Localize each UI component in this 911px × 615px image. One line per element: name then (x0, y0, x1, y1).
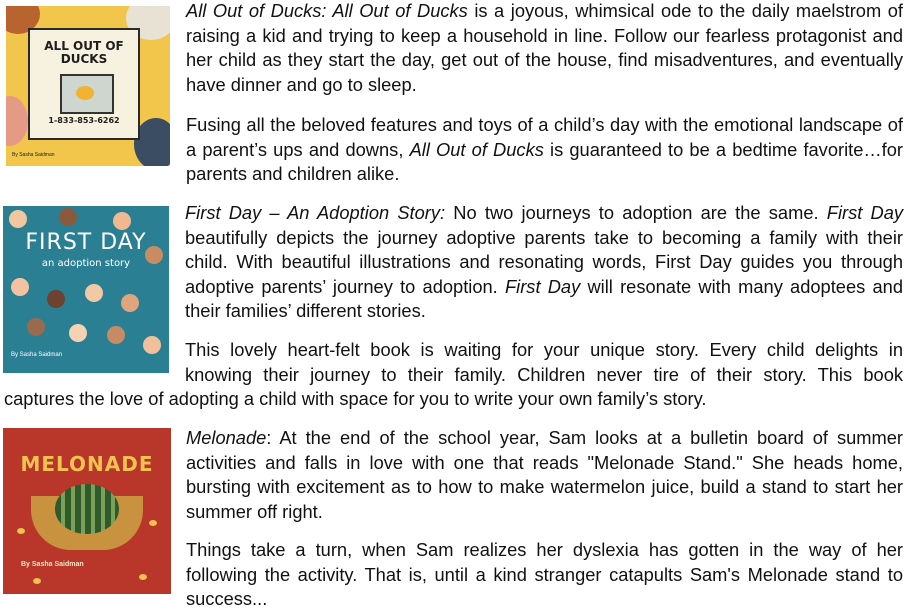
book-title: First Day – An Adoption Story: (185, 202, 446, 223)
all-out-of-ducks-cover (6, 6, 170, 166)
cover-child-face (59, 208, 77, 226)
cover-child-face (113, 212, 131, 230)
book-title: All Out of Ducks: All Out of Ducks (186, 0, 468, 21)
cover-child-face (85, 284, 103, 302)
book-title: All Out of Ducks (409, 138, 544, 160)
book-title: First Day (504, 275, 581, 297)
description-text: is guaranteed to be a bedtime favorite…for parents and children alike. (186, 138, 904, 185)
melonade-cover (3, 428, 171, 594)
cover-child-face (11, 278, 29, 296)
cover-animal-decoration (6, 96, 28, 146)
cover-byline: By Sasha Saidman (12, 152, 55, 158)
cover-child-face (121, 294, 139, 312)
cover-seed-decoration (149, 520, 157, 526)
cover-seed-decoration (33, 578, 41, 584)
cover-seed-decoration (17, 528, 25, 534)
description-text: will resonate with many adoptees and their families’ different stories. (185, 275, 903, 322)
cover-frame (28, 28, 140, 140)
cover-child-face (27, 318, 45, 336)
cover-seed-decoration (139, 574, 147, 580)
description-text: is a joyous, whimsical ode to the daily maelstrom of raising a kid and trying to keep a household in line. Follow our fearless protagonist and her child as they start the day, get out of the house, find misadventures, and eventually have dinner and go to sleep. (186, 0, 903, 95)
description-text: No two journeys to adoption are the same. (445, 202, 827, 223)
cover-child-face (69, 324, 87, 342)
book1-description-2 (186, 113, 903, 187)
cover-byline: By Sasha Saidman (11, 352, 63, 358)
watermelon-illustration (55, 484, 119, 534)
cover-title: MELONADE (20, 452, 154, 476)
cover-byline: By Sasha Saidman (21, 561, 84, 568)
book2-description (185, 201, 903, 324)
cover-child-face (9, 210, 27, 228)
book-title: Melonade (186, 427, 267, 448)
description-text: Fusing all the beloved features and toys of a child’s day with the emotional landscape of a parent’s ups and downs, (186, 114, 903, 160)
cover-title-line1: ALL OUT OF (44, 39, 124, 53)
cover-title: FIRST DAY (25, 230, 147, 255)
book2-description-2: This lovely heart-felt book is waiting for your unique story. Every child delights in knowing their journey to their family. Children never tire of their story. This book (185, 339, 903, 385)
book2-description-2-last-line: captures the love of adopting a child with space for you to write your own family’s story. (4, 388, 707, 409)
book-title: First Day (826, 202, 904, 223)
first-day-cover (3, 206, 169, 373)
book1-description (186, 0, 903, 97)
cover-title (30, 40, 138, 66)
cover-child-face (143, 336, 161, 354)
cover-phone-number: 1-833-853-6262 (48, 116, 120, 125)
cover-child-face (47, 290, 65, 308)
book3-description (186, 426, 903, 524)
book3-description-2: Things take a turn, when Sam realizes her dyslexia has gotten in the way of her following the activity. That is, until a kind stranger catapults Sam's Melonade stand to success... (186, 539, 903, 610)
duck-illustration (76, 86, 94, 100)
cover-subtitle: an adoption story (41, 258, 131, 269)
cover-title-line2: DUCKS (60, 52, 108, 66)
description-text: beautifully depicts the journey adoptive parents take to becoming a family with their child. With beautiful illustrations and resonating words, First Day guides you through adoptive parents’ journey to adoption. (185, 226, 903, 297)
description-text: : At the end of the school year, Sam looks at a bulletin board of summer activities and falls in love with one that reads "Melonade Stand." She heads home, bursting with excitement as to how to make watermelon juice, build a stand to start her summer off right. (186, 427, 903, 522)
cover-child-face (107, 326, 125, 344)
